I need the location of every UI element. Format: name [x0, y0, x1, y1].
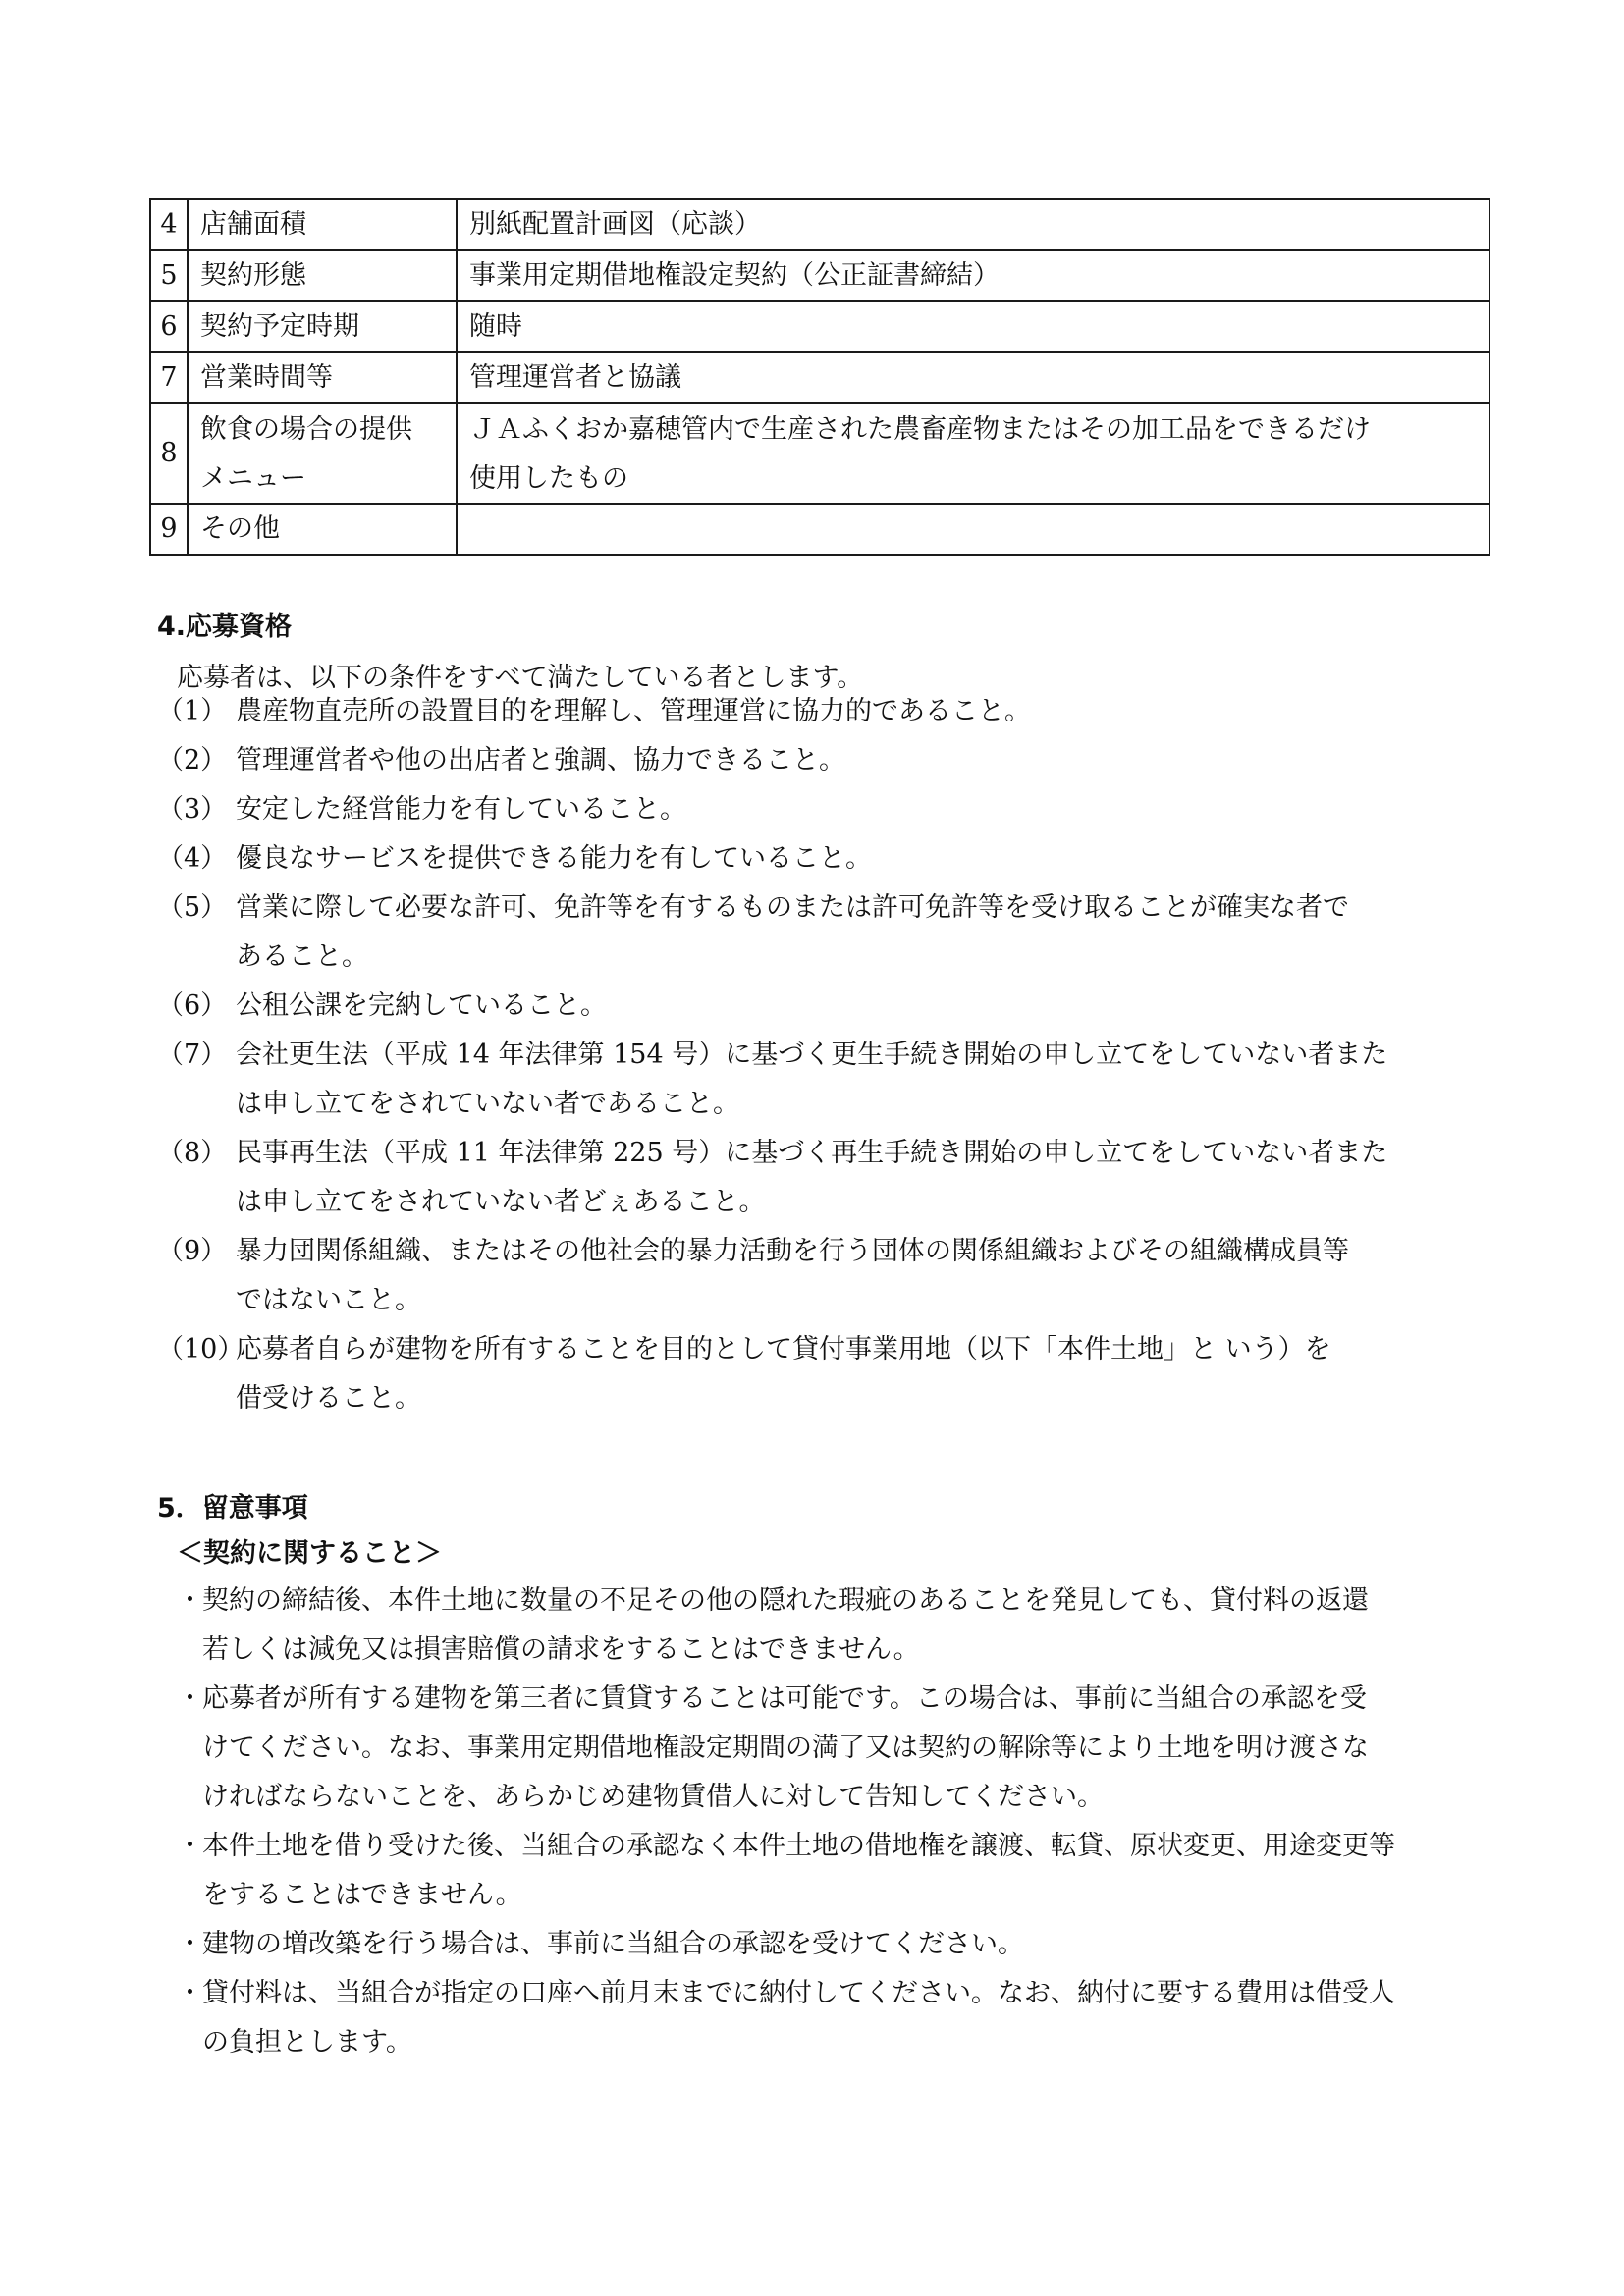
- note-text: 建物の増改築を行う場合は、事前に当組合の承認を受けてください。: [202, 1929, 1024, 1959]
- row-content-cell: [457, 504, 1489, 555]
- note-text: 応募者が所有する建物を第三者に賃貸することは可能です。この場合は、事前に当組合の承認を受: [202, 1683, 1367, 1714]
- row-content-cell: 別紙配置計画図（応談）: [457, 199, 1489, 250]
- list-item: [157, 982, 1492, 1031]
- list-number: （6）: [157, 990, 228, 1021]
- row-content-cell: 事業用定期借地権設定契約（公正証書締結）: [457, 250, 1489, 301]
- table-row: [150, 352, 1489, 403]
- bullet-icon: ・: [177, 1585, 203, 1616]
- note-text: けてください。なお、事業用定期借地権設定期間の満了又は契約の解除等により土地を明け渡さな: [202, 1733, 1369, 1763]
- list-item-text: 営業に際して必要な許可、免許等を有するものまたは許可免許等を受け取ることが確実な者で: [236, 892, 1349, 923]
- note-text: 契約の締結後、本件土地に数量の不足その他の隠れた瑕疵のあることを発見しても、貸付料の返還: [202, 1585, 1369, 1616]
- list-item: [157, 736, 1492, 785]
- note-item: [177, 1920, 1492, 1969]
- table-row: [150, 504, 1489, 555]
- list-number: （4）: [157, 843, 228, 874]
- row-content-cell: 随時: [457, 301, 1489, 352]
- list-item-text: は申し立てをされていない者であること。: [236, 1089, 739, 1119]
- row-number-cell: 4: [150, 199, 188, 250]
- row-item-cell: [188, 403, 457, 504]
- note-text: 若しくは減免又は損害賠償の請求をすることはできません。: [202, 1634, 920, 1665]
- list-item-text: あること。: [236, 941, 368, 972]
- row-number-cell: 8: [150, 403, 188, 504]
- note-text: 貸付料は、当組合が指定の口座へ前月末までに納付してください。なお、納付に要する費用は借受人: [202, 1978, 1395, 2008]
- table-row: [150, 301, 1489, 352]
- qualification-list: [157, 687, 1492, 1423]
- note-item: [177, 1576, 1492, 1675]
- list-item-text: 公租公課を完納していること。: [236, 990, 607, 1021]
- content-line: ＪＡふくおか嘉穂管内で生産された農畜産物またはその加工品をできるだけ: [469, 414, 1371, 445]
- list-item: [157, 1031, 1492, 1129]
- list-item-text: 農産物直売所の設置目的を理解し、管理運営に協力的であること。: [236, 696, 1031, 726]
- row-item-cell: 契約予定時期: [188, 301, 457, 352]
- list-item-text: 管理運営者や他の出店者と強調、協力できること。: [236, 745, 845, 775]
- list-number: （8）: [157, 1138, 228, 1168]
- list-item: [157, 834, 1492, 883]
- section-5-heading: 5．留意事項: [157, 1493, 308, 1523]
- list-item: [157, 785, 1492, 834]
- row-number-cell: 5: [150, 250, 188, 301]
- list-item-text: 応募者自らが建物を所有することを目的として貸付事業用地（以下「本件土地」と いう）を: [236, 1334, 1331, 1364]
- bullet-icon: ・: [177, 1831, 203, 1861]
- row-item-cell: 営業時間等: [188, 352, 457, 403]
- list-item-text: 民事再生法（平成 11 年法律第 225 号）に基づく再生手続き開始の申し立てをしていない者また: [236, 1138, 1388, 1168]
- section-4-heading: 4.応募資格: [157, 612, 293, 642]
- row-content-cell: 管理運営者と協議: [457, 352, 1489, 403]
- section-4-intro: 応募者は、以下の条件をすべて満たしている者とします。: [177, 663, 864, 693]
- list-number: （5）: [157, 892, 228, 923]
- list-number: （10）: [157, 1334, 244, 1364]
- list-number: （9）: [157, 1236, 228, 1266]
- list-item-text: 暴力団関係組織、またはその他社会的暴力活動を行う団体の関係組織およびその組織構成員等: [236, 1236, 1349, 1266]
- item-line: メニュー: [200, 463, 306, 494]
- list-item-text: 会社更生法（平成 14 年法律第 154 号）に基づく更生手続き開始の申し立てをしていない者また: [236, 1040, 1388, 1070]
- list-item-text: 安定した経営能力を有していること。: [236, 794, 686, 825]
- list-item-text: 優良なサービスを提供できる能力を有していること。: [236, 843, 872, 874]
- content-line: 使用したもの: [469, 463, 628, 494]
- list-item-text: は申し立てをされていない者どぇあること。: [236, 1187, 766, 1217]
- row-number-cell: 9: [150, 504, 188, 555]
- list-item: [157, 1129, 1492, 1227]
- note-text: ければならないことを、あらかじめ建物賃借人に対して告知してください。: [202, 1782, 1104, 1812]
- list-number: （1）: [157, 696, 228, 726]
- row-item-cell: 契約形態: [188, 250, 457, 301]
- contract-subheading: ＜契約に関すること＞: [177, 1538, 442, 1569]
- row-number-cell: 6: [150, 301, 188, 352]
- row-item-cell: その他: [188, 504, 457, 555]
- list-item-text: 借受けること。: [236, 1383, 421, 1414]
- row-number-cell: 7: [150, 352, 188, 403]
- row-item-cell: 店舗面積: [188, 199, 457, 250]
- list-number: （7）: [157, 1040, 228, 1070]
- note-text: をすることはできません。: [202, 1880, 522, 1910]
- note-item: [177, 1969, 1492, 2067]
- table-row: [150, 403, 1489, 504]
- list-number: （2）: [157, 745, 228, 775]
- conditions-table: [149, 198, 1490, 556]
- list-number: （3）: [157, 794, 228, 825]
- bullet-icon: ・: [177, 1929, 203, 1959]
- list-item-text: ではないこと。: [236, 1285, 421, 1315]
- note-item: [177, 1675, 1492, 1822]
- notes-list: [177, 1576, 1492, 2067]
- bullet-icon: ・: [177, 1683, 203, 1714]
- list-item: [157, 1227, 1492, 1325]
- note-text: の負担とします。: [202, 2027, 412, 2057]
- list-item: [157, 883, 1492, 982]
- table-row: [150, 199, 1489, 250]
- table-row: [150, 250, 1489, 301]
- item-line: 飲食の場合の提供: [200, 414, 412, 445]
- bullet-icon: ・: [177, 1978, 203, 2008]
- row-content-cell: [457, 403, 1489, 504]
- list-item: [157, 1325, 1492, 1423]
- list-item: [157, 687, 1492, 736]
- note-text: 本件土地を借り受けた後、当組合の承認なく本件土地の借地権を譲渡、転貸、原状変更、用途変更等: [202, 1831, 1395, 1861]
- note-item: [177, 1822, 1492, 1920]
